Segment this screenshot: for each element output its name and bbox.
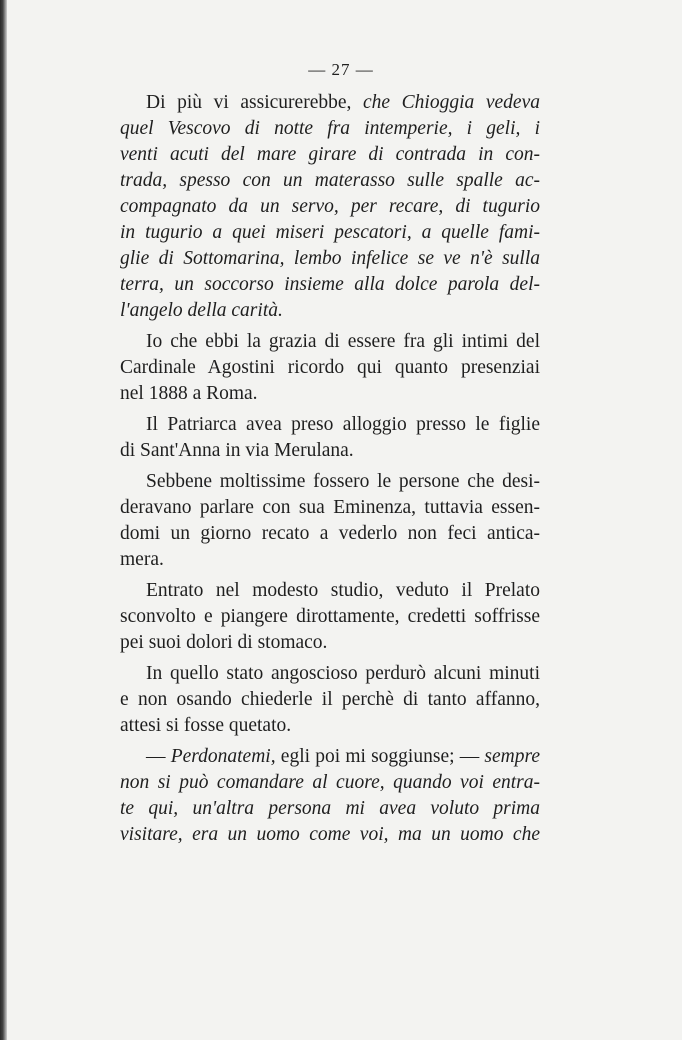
roman-text: sconvolto e piangere dirottamente, credetti soffrisse xyxy=(120,606,540,627)
roman-text: pei suoi dolori di stomaco. xyxy=(120,632,328,653)
text-line xyxy=(120,381,540,407)
text-line xyxy=(120,469,540,495)
italic-text: venti acuti del mare girare di contrada in con- xyxy=(120,144,540,165)
text-line xyxy=(120,578,540,604)
paragraph xyxy=(120,661,540,739)
text-line xyxy=(120,329,540,355)
text-line xyxy=(120,90,540,116)
italic-text: che Chioggia vedeva xyxy=(363,92,540,113)
text-line xyxy=(120,687,540,713)
text-line xyxy=(120,246,540,272)
body-text xyxy=(120,90,540,848)
roman-text: deravano parlare con sua Eminenza, tuttavia essen- xyxy=(120,497,540,518)
roman-text: Cardinale Agostini ricordo qui quanto presenziai xyxy=(120,357,540,378)
roman-text: attesi si fosse quetato. xyxy=(120,715,292,736)
text-line xyxy=(120,194,540,220)
roman-text: Sebbene moltissime fossero le persone che desi- xyxy=(146,471,540,492)
roman-text: egli poi mi soggiunse; — xyxy=(275,746,485,767)
italic-text: te qui, un'altra persona mi avea voluto prima xyxy=(120,798,540,819)
italic-text: quel Vescovo di notte fra intemperie, i geli, i xyxy=(120,118,540,139)
text-line xyxy=(120,220,540,246)
roman-text: Entrato nel modesto studio, veduto il Prelato xyxy=(146,580,540,601)
paragraph xyxy=(120,469,540,573)
text-line xyxy=(120,661,540,687)
text-line xyxy=(120,822,540,848)
italic-text: Perdonatemi, xyxy=(170,746,276,767)
page-number: — 27 — xyxy=(308,60,374,79)
italic-text: compagnato da un servo, per recare, di tugurio xyxy=(120,196,540,217)
italic-text: in tugurio a quei miseri pescatori, a quelle fami- xyxy=(120,222,540,243)
text-line xyxy=(120,713,540,739)
italic-text: terra, un soccorso insieme alla dolce parola del- xyxy=(120,274,540,295)
text-line xyxy=(120,770,540,796)
text-line xyxy=(120,495,540,521)
roman-text: Io che ebbi la grazia di essere fra gli intimi del xyxy=(146,331,540,352)
paragraph xyxy=(120,329,540,407)
paragraph xyxy=(120,744,540,848)
text-line xyxy=(120,796,540,822)
italic-text: glie di Sottomarina, lembo infelice se ve n'è sulla xyxy=(120,248,540,269)
text-line xyxy=(120,142,540,168)
text-line xyxy=(120,630,540,656)
roman-text: In quello stato angoscioso perdurò alcuni minuti xyxy=(146,663,540,684)
italic-text: visitare, era un uomo come voi, ma un uomo che xyxy=(120,824,540,845)
text-line xyxy=(120,547,540,573)
roman-text: nel 1888 a Roma. xyxy=(120,383,258,404)
paragraph xyxy=(120,90,540,324)
text-line xyxy=(120,521,540,547)
text-line xyxy=(120,298,540,324)
text-line xyxy=(120,604,540,630)
roman-text: domi un giorno recato a vederlo non feci antica- xyxy=(120,523,540,544)
roman-text: di Sant'Anna in via Merulana. xyxy=(120,440,354,461)
text-line xyxy=(120,412,540,438)
roman-text: e non osando chiederle il perchè di tanto affanno, xyxy=(120,689,540,710)
paragraph xyxy=(120,412,540,464)
italic-text: l'angelo della carità. xyxy=(120,300,283,321)
italic-text: trada, spesso con un materasso sulle spalle ac- xyxy=(120,170,540,191)
roman-text: mera. xyxy=(120,549,164,570)
roman-text: Il Patriarca avea preso alloggio presso le figlie xyxy=(146,414,540,435)
paragraph xyxy=(120,578,540,656)
roman-text: — xyxy=(146,746,171,767)
text-line xyxy=(120,168,540,194)
italic-text: non si può comandare al cuore, quando voi entra- xyxy=(120,772,540,793)
page-binding-edge xyxy=(0,0,7,1040)
text-line xyxy=(120,272,540,298)
text-line xyxy=(120,744,540,770)
roman-text: Di più vi assicurerebbe, xyxy=(146,92,363,113)
text-line xyxy=(120,116,540,142)
italic-text: sempre xyxy=(484,746,541,767)
text-line xyxy=(120,355,540,381)
text-line xyxy=(120,438,540,464)
